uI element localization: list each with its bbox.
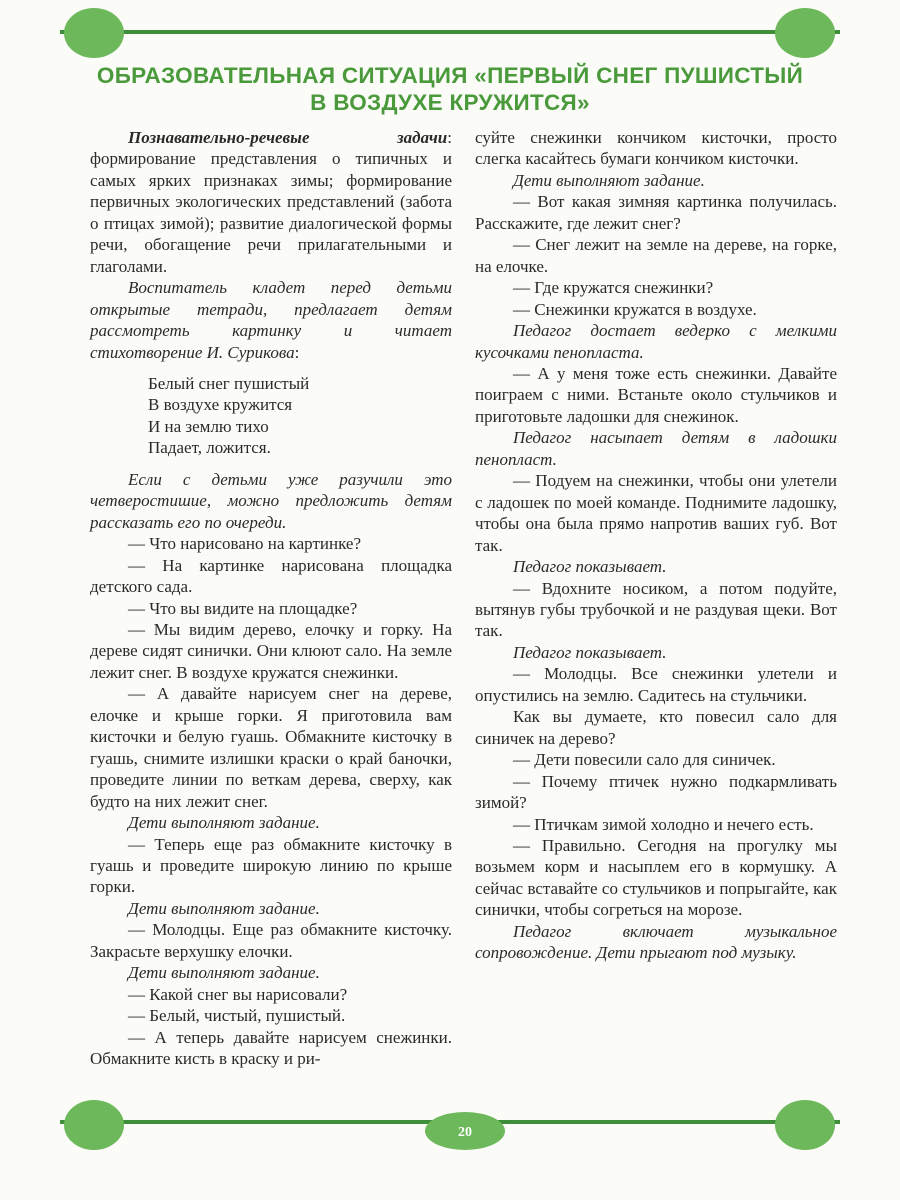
paragraph: Если с детьми уже разучили это четверостишие, можно предложить детям рассказать его по очереди. bbox=[90, 469, 452, 532]
paragraph: Педагог включает музыкальное сопровождение. Дети прыгают под музыку. bbox=[475, 921, 837, 963]
paragraph: — Что нарисовано на картинке? bbox=[128, 534, 362, 554]
poem-line: Падает, ложится. bbox=[148, 438, 271, 458]
intro-text: : формирование представления о типичных и самых ярких признаках зимы; формирование первичных экологических представлений (забота о птицах зимой); развитие диалогической формы речи, обогащение речи прилагательными и глаголами. bbox=[90, 128, 452, 276]
paragraph: — А давайте нарисуем снег на дереве, елочке и крыше горки. Я приготовила вам кисточки и белую гуашь. Обмакните кисточку в гуашь, снимите излишки краски о край баночки, проведите линии по веткам дерева, сверху, как будто на них лежит снег. bbox=[90, 684, 452, 811]
intro-label: Познавательно-речевые задачи bbox=[128, 128, 448, 147]
paragraph: — Где кружатся снежинки? bbox=[513, 278, 714, 298]
right-column bbox=[475, 127, 837, 964]
instruction-colon: : bbox=[294, 342, 300, 362]
poem-line: И на землю тихо bbox=[148, 416, 269, 436]
paragraph: — Молодцы. Еще раз обмакните кисточку. Закрасьте верхушку елочки. bbox=[90, 920, 452, 961]
page-number: 20 bbox=[425, 1112, 505, 1150]
paragraph: Педагог насыпает детям в ладошки пенопласт. bbox=[475, 428, 837, 469]
paragraph: — Вдохните носиком, а потом подуйте, вытянув губы трубочкой и не раздувая щеки. Вот так. bbox=[475, 578, 837, 641]
paragraph: Педагог показывает. bbox=[513, 642, 667, 662]
paragraph: Дети выполняют задание. bbox=[128, 898, 320, 918]
title-line-1: ОБРАЗОВАТЕЛЬНАЯ СИТУАЦИЯ «ПЕРВЫЙ СНЕГ ПУШИСТЫЙ bbox=[96, 63, 804, 88]
instruction-text: Воспитатель кладет перед детьми открытые тетради, предлагает детям рассмотреть картинку и читает стихотворение И. Сурикова bbox=[90, 278, 452, 362]
paragraph: — Какой снег вы нарисовали? bbox=[128, 984, 348, 1004]
paragraph: суйте снежинки кончиком кисточки, просто слегка касайтесь бумаги кончиком кисточки. bbox=[475, 128, 837, 169]
paragraph: — На картинке нарисована площадка детского сада. bbox=[90, 555, 452, 597]
top-rule bbox=[60, 30, 840, 34]
bottom-right-ornament bbox=[775, 1100, 835, 1150]
paragraph: — Мы видим дерево, елочку и горку. На дереве сидят синички. Они клюют сало. На земле лежит снег. В воздухе кружатся снежинки. bbox=[90, 619, 452, 682]
poem-line: Белый снег пушистый bbox=[148, 373, 310, 393]
paragraph: — Вот какая зимняя картинка получилась. Расскажите, где лежит снег? bbox=[475, 192, 837, 233]
paragraph: Дети выполняют задание. bbox=[128, 813, 320, 833]
paragraph: — А теперь давайте нарисуем снежинки. Обмакните кисть в краску и ри- bbox=[90, 1027, 452, 1069]
left-column bbox=[90, 127, 452, 1069]
top-left-ornament bbox=[64, 8, 124, 58]
paragraph: Как вы думаете, кто повесил сало для синичек на дерево? bbox=[475, 707, 837, 748]
paragraph: — Правильно. Сегодня на прогулку мы возьмем корм и насыплем его в кормушку. А сейчас вставайте со стульчиков и попрыгайте, как синички, чтобы согреться на морозе. bbox=[475, 835, 837, 920]
poem-line: В воздухе кружится bbox=[148, 395, 293, 415]
paragraph: — Подуем на снежинки, чтобы они улетели с ладошек по моей команде. Поднимите ладошку, чтобы она была прямо напротив ваших губ. Вот так. bbox=[475, 471, 837, 555]
paragraph: Дети выполняют задание. bbox=[513, 170, 705, 190]
poem bbox=[148, 373, 452, 459]
paragraph: — Снежинки кружатся в воздухе. bbox=[513, 299, 757, 319]
page-title bbox=[60, 62, 840, 116]
paragraph: — Дети повесили сало для синичек. bbox=[513, 750, 776, 770]
paragraph: — Почему птичек нужно подкармливать зимой? bbox=[475, 771, 837, 813]
title-line-2: В ВОЗДУХЕ КРУЖИТСЯ» bbox=[310, 90, 590, 115]
paragraph: Дети выполняют задание. bbox=[128, 963, 320, 983]
bottom-left-ornament bbox=[64, 1100, 124, 1150]
paragraph: — Молодцы. Все снежинки улетели и опустились на землю. Садитесь на стульчики. bbox=[475, 664, 837, 705]
paragraph: Педагог показывает. bbox=[513, 557, 667, 577]
paragraph: — А у меня тоже есть снежинки. Давайте поиграем с ними. Встаньте около стульчиков и приготовьте ладошки для снежинок. bbox=[475, 363, 837, 426]
instruction-paragraph bbox=[90, 277, 452, 363]
paragraph: — Что вы видите на площадке? bbox=[128, 598, 358, 618]
intro-paragraph bbox=[90, 127, 452, 277]
paragraph: — Снег лежит на земле на дереве, на горке, на елочке. bbox=[475, 235, 837, 276]
paragraph: Педагог достает ведерко с мелкими кусочками пенопласта. bbox=[475, 321, 837, 362]
top-right-ornament bbox=[775, 8, 835, 58]
paragraph: — Теперь еще раз обмакните кисточку в гуашь и проведите широкую линию по крыше горки. bbox=[90, 834, 452, 897]
paragraph: — Птичкам зимой холодно и нечего есть. bbox=[513, 814, 814, 834]
paragraph: — Белый, чистый, пушистый. bbox=[128, 1006, 346, 1026]
